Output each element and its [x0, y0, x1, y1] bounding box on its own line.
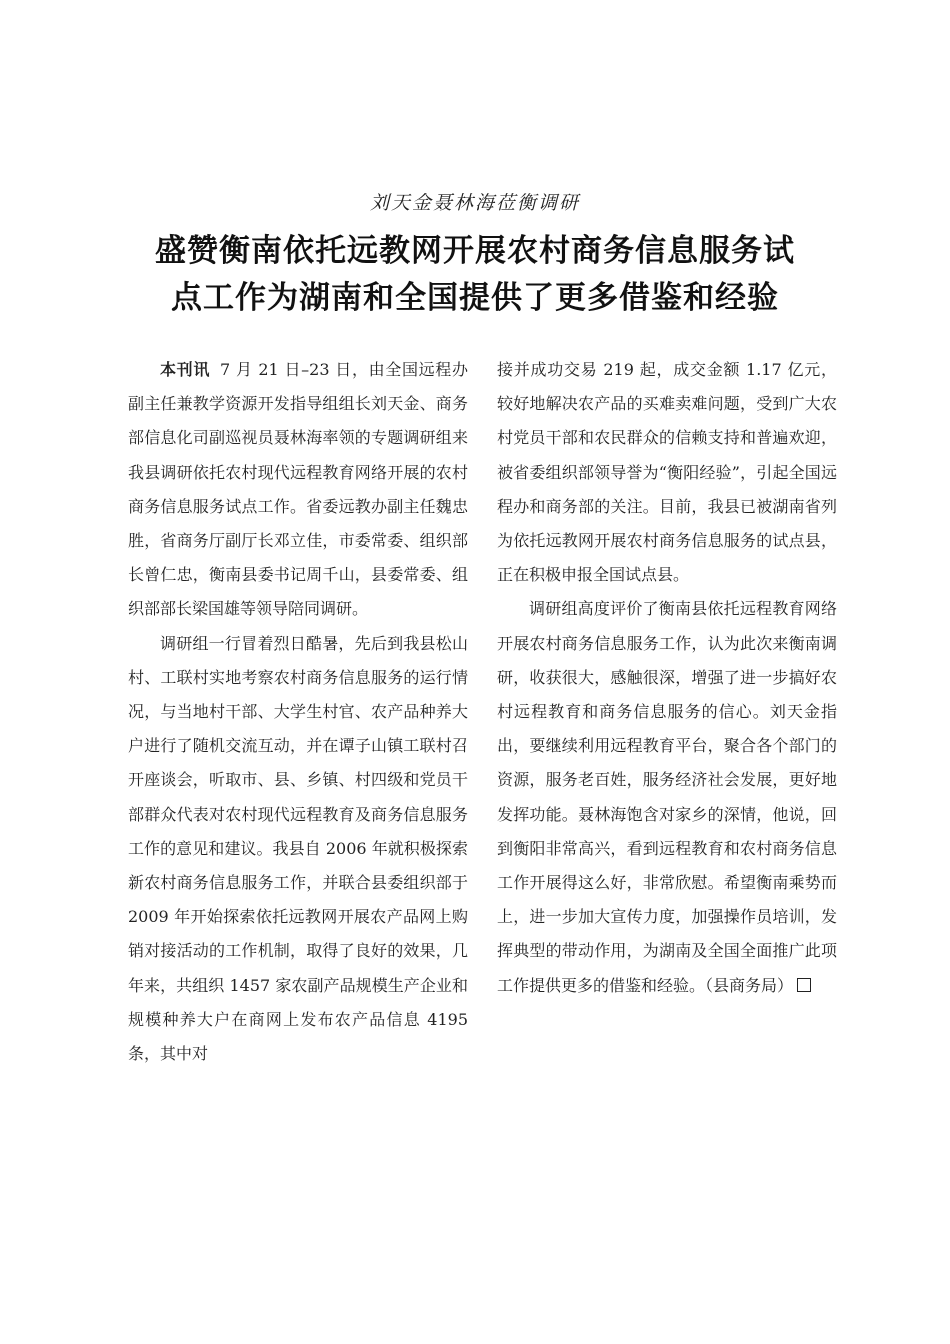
article-kicker: 刘天金聂林海莅衡调研 [369, 192, 580, 214]
article-headline [0, 228, 950, 322]
paragraph-2-part-1: 调研组一行冒着烈日酷暑，先后到我县松山村、工联村实地考察农村商务信息服务的运行情况，与当地村干部、大学生村官、农产品种养大户进行了随机交流互动，并在谭子山镇工联村召开座谈会，听取市、县、乡镇、村四级和党员干部群众代表对农村现代远程教育及商务信息服务工作的意见和建议。我县自 2006 年就积极探索新农村商务信息服务工作，并联合县委组织部于 2009 年开始探索依托远教网开展农产品网上购销对接活动的工作机制，取得了良好的效果，几年来，共组织 1457 家农副产品规模生产企业和规模种养大户在商网上发布农产品信息 4195 条，其中对 [128, 633, 468, 1064]
paragraph-1-text: 7 月 21 日–23 日，由全国远程办副主任兼教学资源开发指导组组长刘天金、商务部信息化司副巡视员聂林海率领的专题调研组来我县调研依托农村现代远程教育网络开展的农村商务信息服务试点工作。省委远教办副主任魏忠胜，省商务厅副厅长邓立佳，市委常委、组织部长曾仁忠，衡南县委书记周千山，县委常委、组织部部长梁国雄等领导陪同调研。 [128, 360, 468, 619]
lead-label: 本刊讯 [160, 360, 211, 379]
headline-line-1: 盛赞衡南依托远教网开展农村商务信息服务试 [155, 233, 795, 269]
paragraph-2-part-2: 接并成功交易 219 起，成交金额 1.17 亿元，较好地解决农产品的买难卖难问题，受到广大农村党员干部和农民群众的信赖支持和普遍欢迎，被省委组织部领导誉为“衡阳经验”，引起全国远程办和商务部的关注。目前，我县已被湖南省列为依托远教网开展农村商务信息服务的试点县，正在积极申报全国试点县。 [497, 360, 837, 585]
paragraph-3 [497, 592, 837, 1002]
headline-line-2: 点工作为湖南和全国提供了更多借鉴和经验 [171, 280, 779, 316]
article-column-right [497, 353, 837, 1003]
end-mark-icon [797, 978, 811, 992]
paragraph-3-text: 调研组高度评价了衡南县依托远程教育网络开展农村商务信息服务工作，认为此次来衡南调研，收获很大，感触很深，增强了进一步搞好农村远程教育和商务信息服务的信心。刘天金指出，要继续利用远程教育平台，聚合各个部门的资源，服务老百姓，服务经济社会发展，更好地发挥功能。聂林海饱含对家乡的深情，他说，回到衡阳非常高兴，看到远程教育和农村商务信息工作开展得这么好，非常欣慰。希望衡南乘势而上，进一步加大宣传力度，加强操作员培训，发挥典型的带动作用，为湖南及全国全面推广此项工作提供更多的借鉴和经验。（县商务局） [497, 599, 837, 995]
article-column-left [128, 353, 468, 1071]
paragraph-1 [128, 353, 468, 627]
